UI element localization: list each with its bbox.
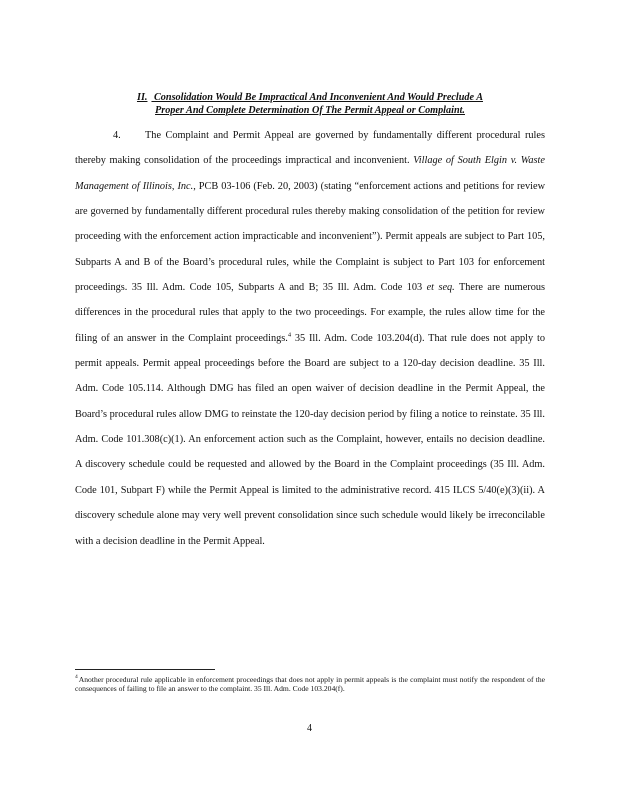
- paragraph-text-1: The Complaint and Permit Appeal are governed by fundamentally different procedural rules thereby making consolidation of the proceedings impractical and inconvenient.: [75, 130, 545, 167]
- footnote-reference: 4: [287, 331, 292, 339]
- paragraph-text-3: There are numerous differences in the procedural rules that apply to the two proceedings. For example, the rules allow time for the filing of an answer in the Complaint proceedings.: [75, 282, 545, 344]
- et-seq-citation: et seq.: [426, 282, 455, 294]
- paragraph-text-2: , PCB 03-106 (Feb. 20, 2003) (stating “enforcement actions and petitions for review are governed by fundamentally different procedural rules thereby making consolidation of the petition for review proceeding with the enforcement action impracticable and inconvenient”). Permit appeals are subject to Part 105, Subparts A and B of the Board’s procedural rules, while the Complaint is subject to Part 103 for enforcement proceedings. 35 Ill. Adm. Code 105, Subparts A and B; 35 Ill. Adm. Code 103: [75, 180, 545, 294]
- section-heading: [70, 91, 550, 117]
- footnote-marker: 4: [75, 674, 78, 681]
- footnote: [75, 675, 545, 694]
- paragraph-4: [75, 123, 545, 554]
- page-number: 4: [307, 723, 312, 734]
- case-citation: Village of South Elgin v. Waste Management of Illinois, Inc.: [75, 155, 545, 192]
- footnote-divider: [75, 669, 215, 670]
- paragraph-text-4: 35 Ill. Adm. Code 103.204(d). That rule does not apply to permit appeals. Permit appeal proceedings before the Board are subject to a 120-day decision deadline. 35 Ill. Adm. Code 105.114. Although DMG has filed an open waiver of decision deadline in the Permit Appeal, the Board’s procedural rules allow DMG to reinstate the 120-day decision period by filing a notice to reinstate. 35 Ill. Adm. Code 101.308(c)(1). An enforcement action such as the Complaint, however, entails no decision deadline. A discovery schedule could be requested and allowed by the Board in the Complaint proceedings (35 Ill. Adm. Code 101, Subpart F) while the Permit Appeal is limited to the administrative record. 415 ILCS 5/40(e)(3)(ii). A discovery schedule alone may very well prevent consolidation since such schedule would likely be irreconcilable with a decision deadline in the Permit Appeal.: [75, 332, 545, 547]
- section-heading-line-2: Proper And Complete Determination Of The Permit Appeal or Complaint.: [155, 105, 465, 116]
- footnote-text: Another procedural rule applicable in enforcement proceedings that does not apply in permit appeals is the complaint must notify the respondent of the consequences of failing to file an answer to the complaint. 35 Ill. Adm. Code 103.204(f).: [75, 675, 545, 694]
- paragraph-number: 4.: [113, 130, 121, 141]
- section-heading-line-1: Consolidation Would Be Impractical And Inconvenient And Would Preclude A: [154, 92, 483, 103]
- section-number: II.: [136, 92, 148, 103]
